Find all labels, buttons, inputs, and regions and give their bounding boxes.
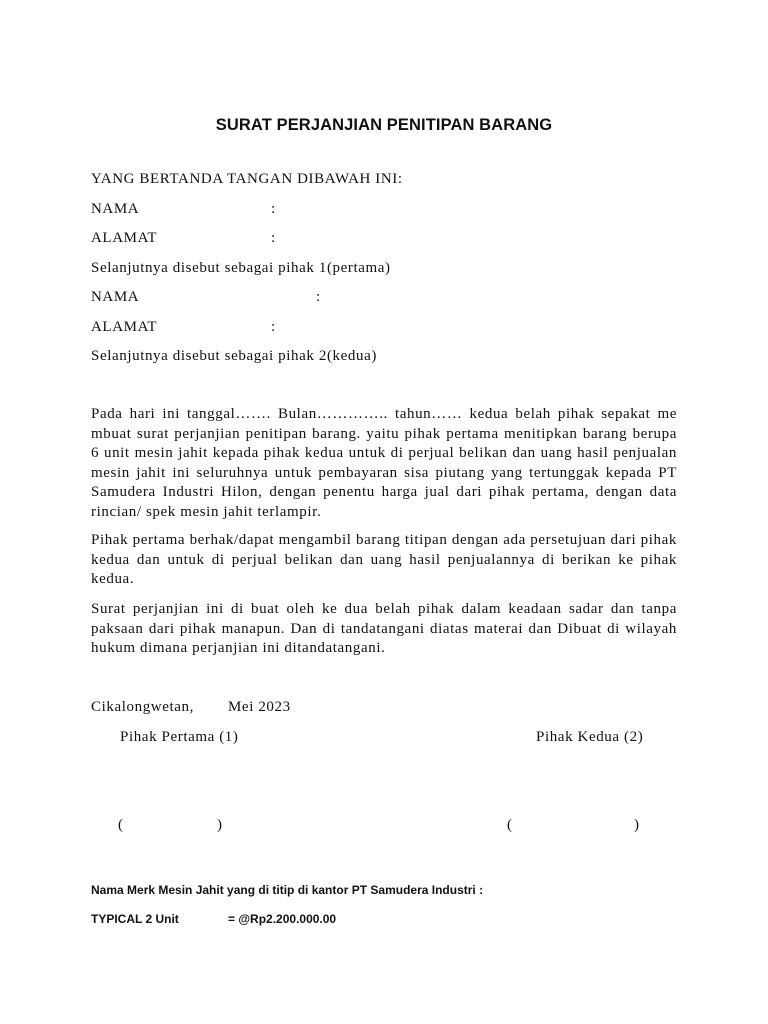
party2-name-colon: : (316, 289, 321, 305)
party1-address-label: ALAMAT (91, 230, 158, 246)
agreement-paragraph-1: Pada hari ini tanggal……. Bulan………….. tahun…… kedua belah pihak sepakat me mbuat surat perjanjian penitipan barang. yaitu pihak pertama menitipkan barang berupa 6 unit mesin jahit kepada pihak kedua untuk di perjual belikan dan uang hasil penjualan mesin jahit ini seluruhnya untuk pembayaran sisa piutang yang tertunggak kepada PT Samudera Industri Hilon, dengan penentu harga jual dari pihak pertama, dengan data rincian/ spek mesin jahit terlampir. (91, 406, 677, 520)
party1-name-colon: : (271, 201, 276, 217)
document-title: SURAT PERJANJIAN PENITIPAN BARANG (215, 116, 553, 134)
signature-party2-open-paren: ( (507, 817, 513, 833)
party2-designation: Selanjutnya disebut sebagai pihak 2(kedua) (91, 348, 377, 364)
agreement-paragraph-2: Pihak pertama berhak/dapat mengambil barang titipan dengan ada persetujuan dari pihak kedua dan untuk di perjual belikan dan uang hasil penjualannya di berikan ke pihak kedua. (91, 532, 677, 587)
signature-party1-open-paren: ( (118, 817, 124, 833)
attachment-item-value: = @Rp2.200.000.00 (228, 912, 337, 926)
signature-label-party1: Pihak Pertama (1) (120, 729, 239, 745)
party2-address-colon: : (271, 319, 276, 335)
signature-party1-close-paren: ) (217, 817, 223, 833)
signature-label-party2: Pihak Kedua (2) (536, 729, 644, 745)
agreement-paragraph-3: Surat perjanjian ini di buat oleh ke dua belah pihak dalam keadaan sadar dan tanpa paksaan dari pihak manapun. Dan di tandatangani diatas materai dan Dibuat di wilayah hukum dimana perjanjian ini ditandatangani. (91, 601, 677, 656)
party1-address-colon: : (271, 230, 276, 246)
signature-party2-close-paren: ) (634, 817, 640, 833)
attachment-item-name: TYPICAL 2 Unit (91, 912, 179, 926)
party1-name-label: NAMA (91, 201, 140, 217)
signing-date: Mei 2023 (228, 699, 291, 715)
signing-place: Cikalongwetan, (91, 699, 194, 715)
party2-address-label: ALAMAT (91, 319, 158, 335)
party1-designation: Selanjutnya disebut sebagai pihak 1(pertama) (91, 260, 391, 276)
attachment-heading: Nama Merk Mesin Jahit yang di titip di kantor PT Samudera Industri : (91, 883, 484, 897)
party2-name-label: NAMA (91, 289, 140, 305)
intro-text: YANG BERTANDA TANGAN DIBAWAH INI: (91, 171, 403, 187)
